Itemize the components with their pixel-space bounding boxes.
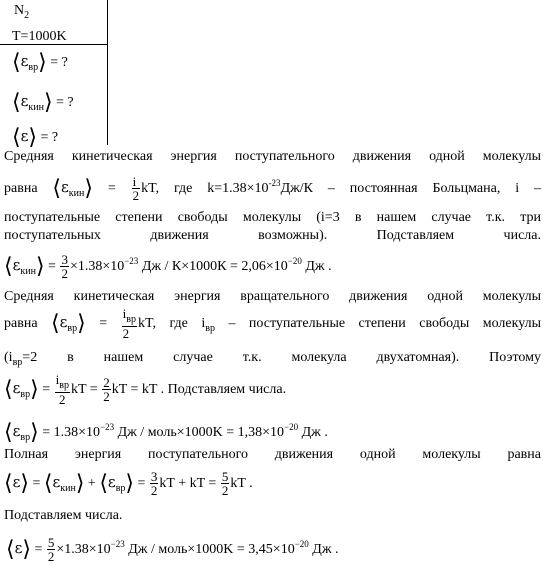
frac-2-2: $\frac{2}{2}$: [103, 375, 110, 405]
frac-ivr-2: $\frac{i_{вр}}{2}$: [122, 306, 136, 342]
given-gas: $N_2$: [14, 3, 30, 21]
formula-eps-total: ⟨ε⟩ = $⟨\varepsilon_{кин}⟩$ + $⟨\varepsilon_{вр}⟩$ = $\frac{3}{2}$ kT + kT = $\frac{5}{2}$ kT .: [4, 469, 253, 499]
frac-5-2b: $\frac{5}{2}$: [47, 535, 55, 565]
given-temperature: T=1000K: [12, 29, 67, 44]
p2-line3: ($i_{вр}=2$ в нашем случае т.к. молекула двухатомная). Поэтому: [4, 350, 541, 368]
frac-3-2: $\frac{3}{2}$: [61, 252, 68, 282]
p1-line4: поступательных движения возможны). Подставляем числа.: [4, 228, 541, 243]
frac-ivr-2b: $\frac{i_{вр}}{2}$: [55, 372, 69, 408]
p1-line2: равна $⟨\varepsilon_{кин}⟩$ = $\frac{i}{2}$ kT, где $k=1.38\times 10^{-23}Дж/К$ – постоянная Больцмана, i –: [4, 174, 542, 204]
frac-5-2: $\frac{5}{2}$: [221, 469, 229, 499]
p2-line2: равна $⟨\varepsilon_{вр}⟩$ = $\frac{i_{вр}}{2}$ kT, где $i_{вр}$ – поступательные степени свободы молекулы: [4, 306, 541, 342]
unknown-eps: ⟨ε⟩ = ?: [12, 125, 59, 150]
p4-line1: Подставляем числа.: [4, 508, 123, 523]
p3-line1: Полная энергия поступательного движения одной молекулы равна: [4, 447, 541, 462]
formula-eps-kin: $⟨\varepsilon_{кин}⟩$ = $\frac{3}{2}$ $\times 1.38\times 10^{-23}$ Дж / $К\times 1000К = 2,06\times 10^{-20}$ Дж .: [4, 252, 332, 282]
frac-i-2: $\frac{i}{2}$: [132, 174, 140, 204]
unknown-eps-kin: $⟨\varepsilon_{кин}⟩$ = ?: [12, 90, 74, 115]
formula-eps-vr-kt: $⟨\varepsilon_{вр}⟩$ = $\frac{i_{вр}}{2}$ kT = $\frac{2}{2}$ kT = kT . Подставляем числа.: [4, 372, 287, 408]
p2-line1: Средняя кинетическая энергия вращательного движения одной молекулы: [4, 289, 541, 304]
formula-eps-num: ⟨ε⟩ = $\frac{5}{2}$ $\times 1.38\times 10^{-23}$ Дж / моль×1000K = $3,45\times 10^{-20}$ Дж .: [6, 535, 339, 565]
unknown-eps-vr: $⟨\varepsilon_{вр}⟩$ = ?: [12, 50, 68, 75]
p1-line1: Средняя кинетическая энергия поступательного движения одной молекулы: [4, 149, 541, 164]
frac-3-2b: $\frac{3}{2}$: [150, 469, 158, 499]
p1-line3: поступательные степени свободы молекулы (i=3 в нашем случае т.к. три: [4, 210, 541, 225]
formula-eps-vr-num: $⟨\varepsilon_{вр}⟩ = 1.38\times 10^{-23}$ Дж / моль×1000K = $1,38\times 10^{-20}$ Дж .: [4, 420, 328, 445]
